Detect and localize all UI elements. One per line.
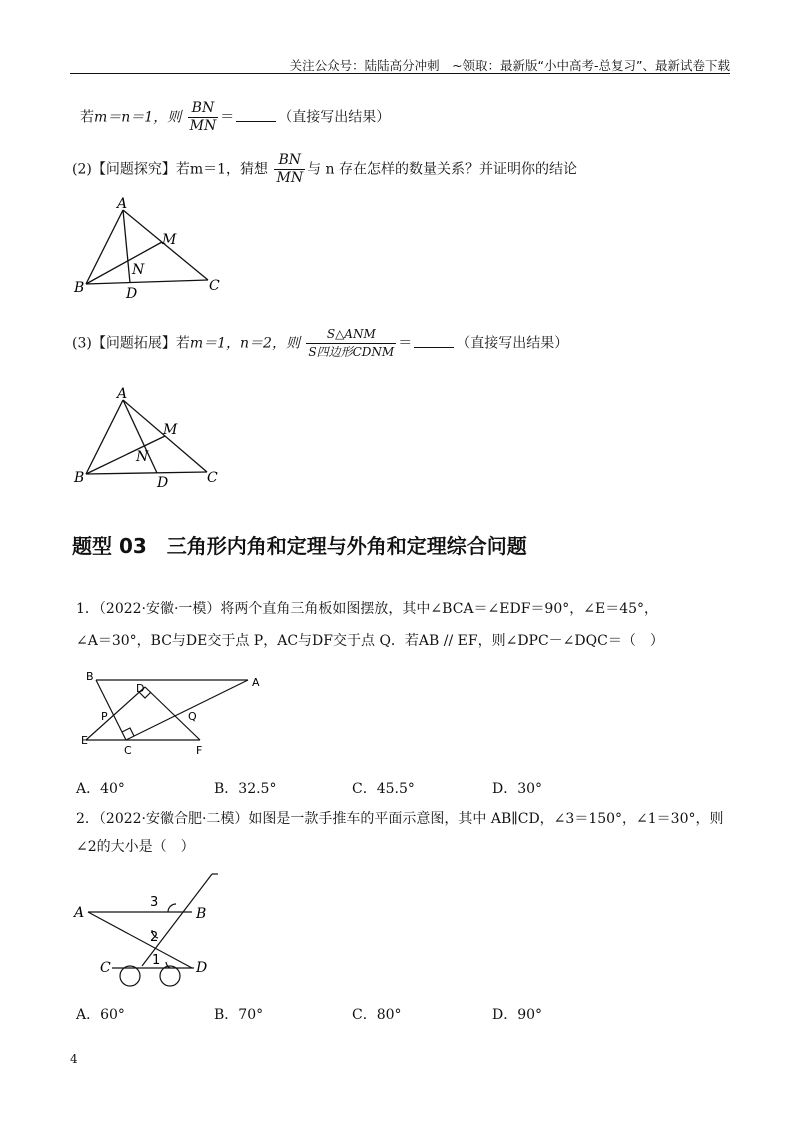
q2-choice-a[interactable]: A．60° [76, 1007, 125, 1023]
part3-fraction [306, 326, 396, 361]
answer-blank[interactable] [414, 346, 454, 348]
question-part2 [72, 152, 577, 187]
q1-fig-label-a: A [252, 676, 260, 689]
fig2-label-d: D [157, 475, 169, 490]
question-part1 [80, 100, 390, 135]
part2-fraction [274, 152, 305, 187]
q1-fig-label-c: C [124, 744, 132, 757]
q1-fig-label-p: P [101, 710, 108, 723]
part2-suffix: 与 n 存在怎样的数量关系？并证明你的结论 [307, 161, 577, 178]
part2-label: (2)【问题探究】若 [72, 161, 190, 178]
q2-line1: 2．（2022·安徽合肥·二模）如图是一款手推车的平面示意图，其中 AB∥CD，∠3＝150°，∠1＝30°，则 [76, 811, 724, 827]
fig2-label-m: M [163, 422, 178, 438]
q2-fig-label-2: 2 [150, 930, 159, 945]
fig1-label-c: C [209, 278, 220, 294]
page-header: 关注公众号：陆陆高分冲刺 ~领取：最新版“小中高考-总复习”、最新试卷下载 [289, 58, 730, 73]
q1-line2: ∠A＝30°，BC与DE交于点 P，AC与DF交于点 Q．若AB // EF，则∠DPC－∠DQC＝（ ） [76, 633, 664, 649]
answer-blank[interactable] [236, 120, 276, 122]
q2-fig-label-1: 1 [152, 953, 161, 968]
part3-suffix: （直接写出结果） [456, 335, 569, 352]
q2-line2: ∠2的大小是（ ） [76, 839, 195, 855]
q2-choice-c[interactable]: C．80° [352, 1007, 402, 1023]
part1-condition: m＝n＝1，则 [94, 109, 182, 126]
q1-choice-c[interactable]: C．45.5° [352, 781, 415, 797]
q1-choice-d[interactable]: D．30° [492, 781, 543, 797]
q2-fig-label-c: C [100, 960, 111, 976]
part1-fraction [188, 100, 219, 135]
page-number: 4 [70, 1052, 78, 1066]
q2-fig-label-b: B [196, 906, 207, 922]
fig2-label-c: C [207, 470, 218, 486]
part1-equals: ＝ [220, 109, 235, 126]
part1-suffix: （直接写出结果） [278, 109, 391, 126]
part3-numerator: S△ANM [306, 326, 396, 344]
q2-fig-label-a: A [74, 905, 85, 921]
part3-label: (3)【问题拓展】若 [72, 335, 190, 352]
triangle-figure-1 [70, 196, 230, 306]
q1-fig-label-f: F [196, 744, 203, 757]
part3-condition: m＝1，n＝2，则 [189, 335, 300, 352]
part2-numerator: BN [274, 152, 305, 170]
question-part3 [72, 326, 568, 361]
q2-choice-b[interactable]: B．70° [214, 1007, 264, 1023]
q1-fig-label-d: D [136, 682, 145, 695]
q2-choice-d[interactable]: D．90° [492, 1007, 543, 1023]
q1-choice-a[interactable]: A．40° [76, 781, 125, 797]
part1-numerator: BN [188, 100, 219, 118]
part2-denominator: MN [276, 170, 304, 186]
section-title: 题型 03 三角形内角和定理与外角和定理综合问题 [72, 534, 527, 558]
fig2-label-n: N [136, 449, 149, 465]
part1-denominator: MN [189, 118, 217, 134]
fig1-label-n: N [132, 262, 145, 278]
handcart-figure [72, 868, 232, 992]
fig1-label-a: A [117, 196, 128, 212]
q1-fig-label-e: E [81, 734, 88, 747]
part3-denominator: S四边形CDNM [308, 345, 395, 359]
set-square-figure [76, 668, 266, 768]
q1-choice-b[interactable]: B．32.5° [214, 781, 277, 797]
q1-fig-label-b: B [86, 670, 94, 683]
part2-condition: m＝1，猜想 [189, 161, 269, 178]
fig2-label-b: B [74, 470, 85, 486]
q2-fig-label-3: 3 [150, 895, 159, 910]
q2-fig-label-d: D [196, 960, 208, 976]
part1-prefix: 若 [80, 109, 94, 126]
triangle-figure-2 [70, 386, 230, 490]
fig1-label-b: B [74, 280, 85, 296]
part3-equals: ＝ [398, 335, 413, 352]
fig2-label-a: A [117, 386, 128, 402]
fig1-label-m: M [162, 232, 177, 248]
q1-line1: 1．（2022·安徽·一模）将两个直角三角板如图摆放，其中∠BCA＝∠EDF＝90°，∠E＝45°， [76, 601, 659, 617]
fig1-label-d: D [126, 286, 138, 302]
q1-fig-label-q: Q [188, 710, 197, 723]
header-rule [70, 73, 730, 74]
